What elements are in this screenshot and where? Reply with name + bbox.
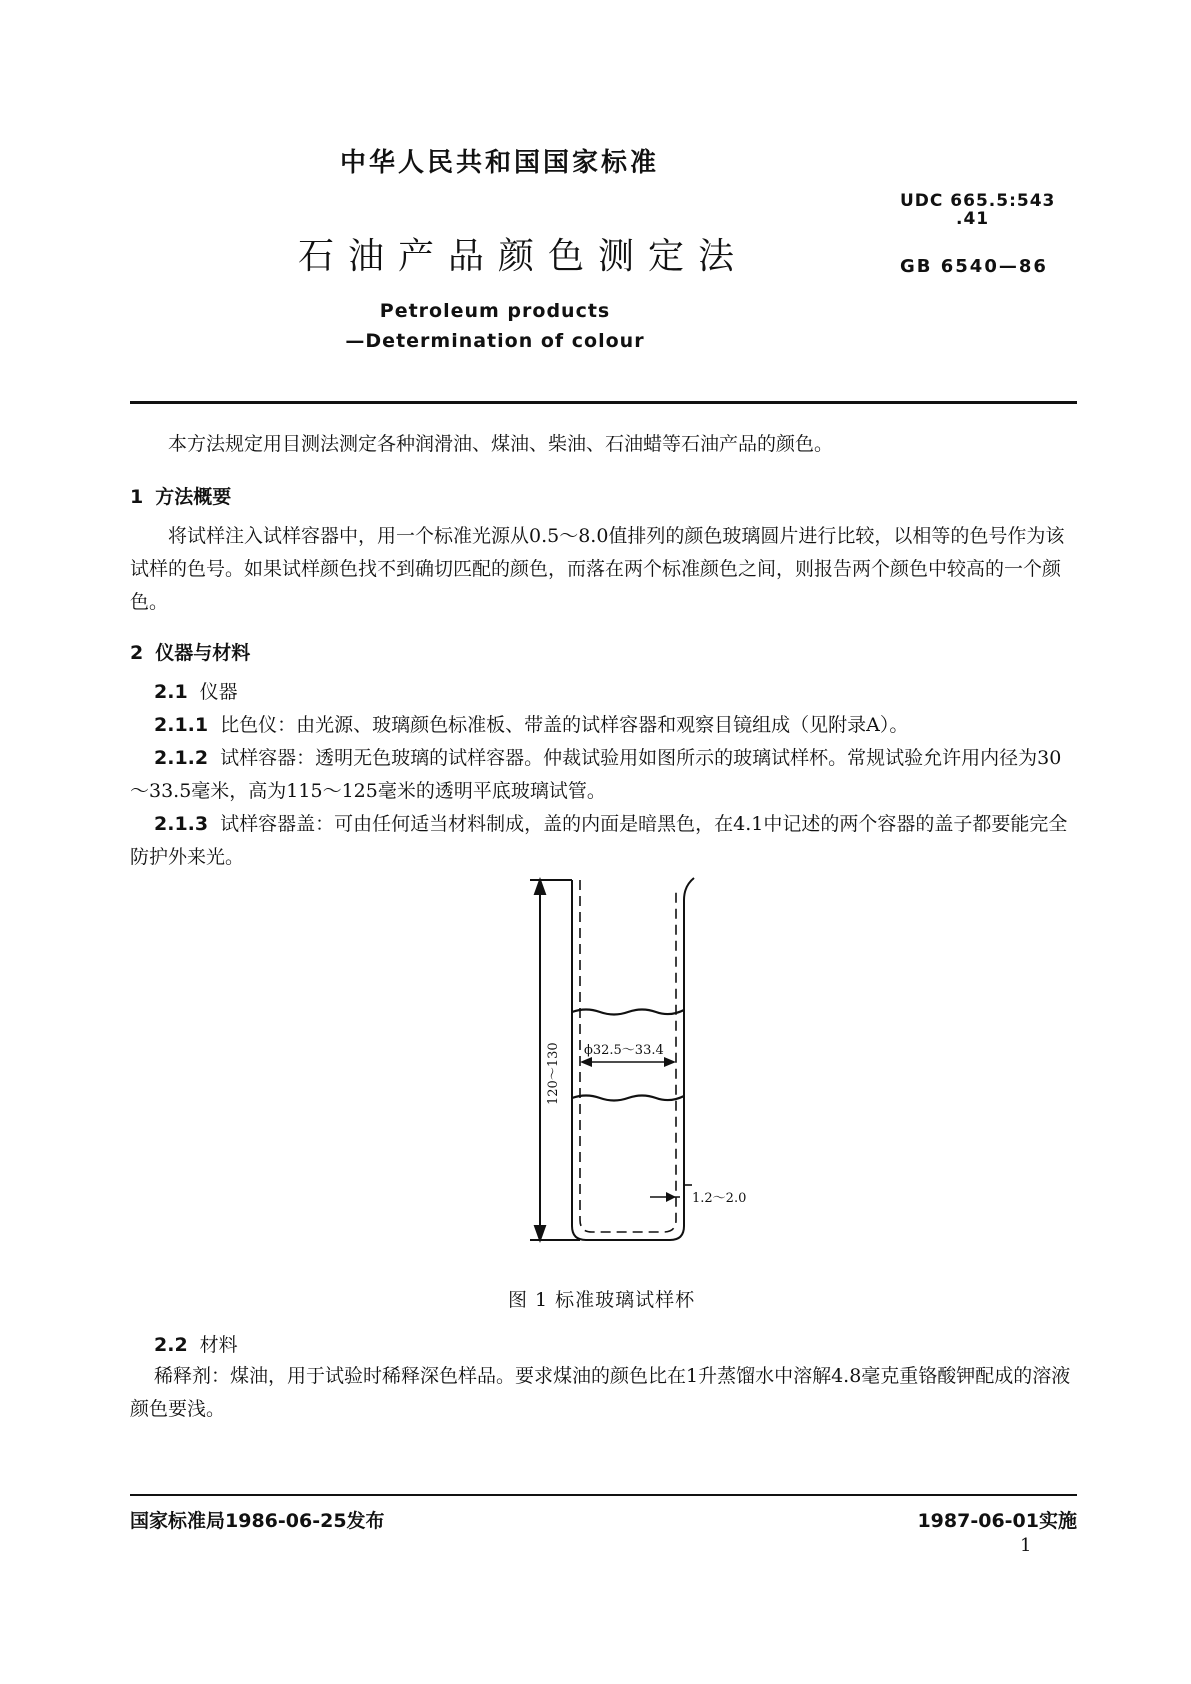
section-2-1-2 bbox=[130, 742, 1077, 808]
height-label: 120～130 bbox=[546, 1042, 561, 1105]
section-1-text: 将试样注入试样容器中，用一个标准光源从0.5～8.0值排列的颜色玻璃圆片进行比较，以相等的色号作为该试样的色号。如果试样颜色找不到确切匹配的颜色，而落在两个标准颜色之间，则报告两个颜色中较高的一个颜色。 bbox=[130, 525, 1065, 613]
section-2-number: 2 bbox=[130, 642, 144, 664]
sample-cup-figure bbox=[520, 870, 820, 1250]
header-rule bbox=[130, 401, 1077, 404]
english-title bbox=[340, 296, 650, 356]
english-title-line1: Petroleum products bbox=[379, 300, 611, 322]
udc-code bbox=[900, 192, 1055, 228]
height-arrow-top bbox=[535, 880, 545, 894]
effective-date: 1987-06-01实施 bbox=[917, 1510, 1077, 1532]
section-2-2-title: 材料 bbox=[199, 1334, 238, 1356]
issued-date: 国家标准局1986-06-25发布 bbox=[130, 1510, 385, 1532]
udc-line1: UDC 665.5:543 bbox=[900, 191, 1056, 211]
english-title-line2: —Determination of colour bbox=[345, 330, 645, 352]
section-2-heading bbox=[130, 638, 1077, 665]
standard-name: 中华人民共和国国家标准 bbox=[340, 148, 660, 178]
figure-caption: 图 1 标准玻璃试样杯 bbox=[508, 1289, 696, 1311]
intro-paragraph: 本方法规定用目测法测定各种润滑油、煤油、柴油、石油蜡等石油产品的颜色。 bbox=[168, 433, 834, 455]
section-2-1-1-text: 比色仪：由光源、玻璃颜色标准板、带盖的试样容器和观察目镜组成（见附录A）。 bbox=[220, 714, 909, 736]
section-2-1-3-text: 试样容器盖：可由任何适当材料制成，盖的内面是暗黑色，在4.1中记述的两个容器的盖子都要能完全防护外来光。 bbox=[130, 813, 1068, 868]
section-2-1 bbox=[130, 676, 1077, 709]
height-arrow-bottom bbox=[535, 1226, 545, 1240]
section-2-1-title: 仪器 bbox=[199, 681, 238, 703]
section-2-1-1 bbox=[130, 709, 1077, 742]
section-2-2 bbox=[130, 1329, 1077, 1362]
page-number: 1 bbox=[1020, 1535, 1032, 1556]
section-2-title: 仪器与材料 bbox=[155, 642, 251, 664]
section-2-1-2-text: 试样容器：透明无色玻璃的试样容器。仲裁试验用如图所示的玻璃试样杯。常规试验允许用内径为30～33.5毫米，高为115～125毫米的透明平底玻璃试管。 bbox=[130, 747, 1062, 802]
page-title: 石油产品颜色测定法 bbox=[298, 236, 749, 277]
section-2-2-number: 2.2 bbox=[154, 1334, 188, 1356]
diameter-arrow-left bbox=[580, 1057, 592, 1067]
udc-line2: .41 bbox=[956, 209, 990, 229]
diameter-arrow-right bbox=[664, 1057, 676, 1067]
section-1-number: 1 bbox=[130, 486, 144, 508]
section-2-1-2-number: 2.1.2 bbox=[154, 747, 209, 769]
section-2-1-1-number: 2.1.1 bbox=[154, 714, 209, 736]
section-2-1-3 bbox=[130, 808, 1077, 874]
gb-number: GB 6540—86 bbox=[900, 256, 1048, 277]
diameter-label: ϕ32.5～33.4 bbox=[584, 1043, 664, 1058]
section-2-1-number: 2.1 bbox=[154, 681, 188, 703]
liquid-surface-lower bbox=[572, 1096, 684, 1101]
wall-label: 1.2～2.0 bbox=[692, 1191, 747, 1206]
section-2-1-3-number: 2.1.3 bbox=[154, 813, 209, 835]
footer-rule bbox=[130, 1494, 1077, 1496]
section-1-heading bbox=[130, 482, 1077, 509]
section-1-title: 方法概要 bbox=[155, 486, 232, 508]
wall-arrow bbox=[666, 1192, 676, 1202]
section-2-2-text: 稀释剂：煤油，用于试验时稀释深色样品。要求煤油的颜色比在1升蒸馏水中溶解4.8毫克重铬酸钾配成的溶液颜色要浅。 bbox=[130, 1365, 1071, 1420]
liquid-surface-upper bbox=[572, 1010, 684, 1015]
